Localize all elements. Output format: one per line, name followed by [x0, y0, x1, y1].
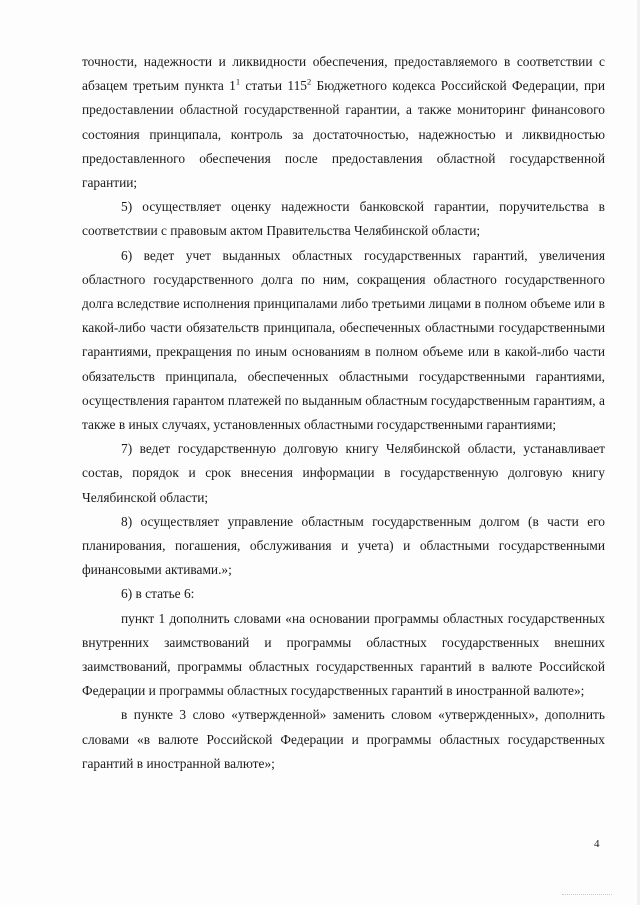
paragraph-text: точности, надежности и ликвидности обеспечения, предоставляемого в соответствии с абзацем третьим пункта 1 — [82, 54, 605, 94]
page-number: 4 — [594, 838, 600, 850]
paragraph-item-7: 7) ведет государственную долговую книгу Челябинской области, устанавливает состав, порядок и срок внесения информации в государственную долговую книгу Челябинской области; — [82, 441, 605, 505]
paragraph-item-8: 8) осуществляет управление областным государственным долгом (в части его планирования, погашения, обслуживания и учета) и областными государственными финансовыми активами.»; — [82, 513, 605, 578]
superscript: 1 — [235, 76, 241, 87]
superscript: 2 — [306, 76, 312, 87]
document-body — [82, 50, 605, 776]
scan-artifact — [562, 884, 612, 895]
paragraph-text: Бюджетного кодекса Российской Федерации, при предоставлении областной государственной гарантии, а также мониторинг финансового состояния принципала, контроль за достаточностью, надежностью и ликвидностью предоставленного обеспечения после предоставления областной государственной гарантии; — [82, 78, 605, 191]
paragraph-item-5: 5) осуществляет оценку надежности банковской гарантии, поручительства в соответствии с правовым актом Правительства Челябинской области; — [82, 199, 605, 239]
paragraph-text: статьи 115 — [240, 78, 307, 94]
paragraph-continuation — [82, 50, 605, 195]
paragraph-point-1: пункт 1 дополнить словами «на основании программы областных государственных внутренних заимствований и программы областных государственных внешних заимствований, программы областных государственных гарантий в валюте Российской Федерации и программы областных государственных гарантий в иностранной валюте»; — [82, 610, 605, 699]
paragraph-point-3: в пункте 3 слово «утвержденной» заменить словом «утвержденных», дополнить словами «в валюте Российской Федерации и программы областных государственных гарантий в иностранной валюте»; — [82, 707, 605, 771]
paragraph-item-6: 6) ведет учет выданных областных государственных гарантий, увеличения областного государственного долга по ним, сокращения областного государственного долга вследствие исполнения принципалами либо третьими лицами в полном объеме или в какой-либо части обязательств принципала, обеспеченных областными государственными гарантиями, прекращения по иным основаниям в полном объеме или в какой-либо части обязательств принципала, обеспеченных областными государственными гарантиями, осуществления гарантом платежей по выданным областным государственным гарантиям, а также в иных случаях, установленных областными государственными гарантиями; — [82, 247, 605, 433]
paragraph-article-6: 6) в статье 6: — [121, 586, 195, 602]
